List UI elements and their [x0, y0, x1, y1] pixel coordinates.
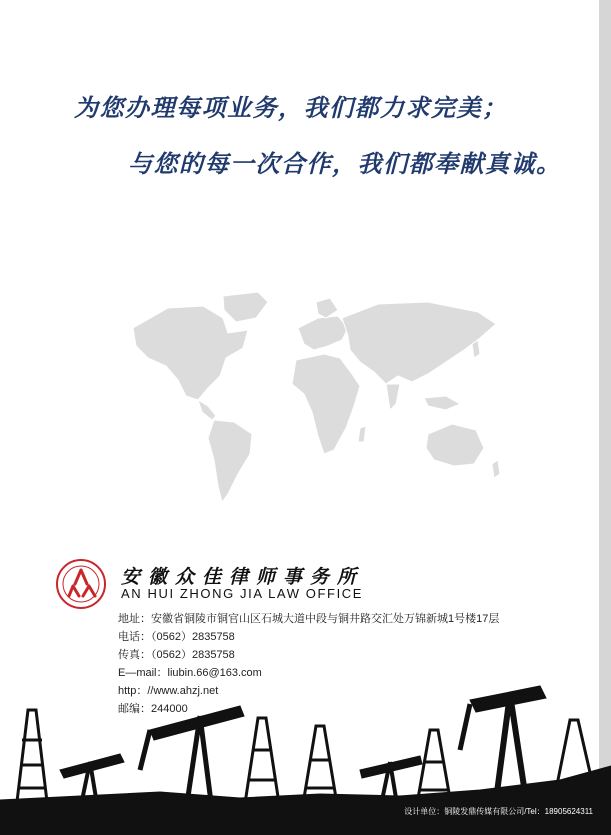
- postcode-line: 邮编：244000: [118, 703, 188, 715]
- address-line: 地址：安徽省铜陵市铜官山区石城大道中段与铜井路交汇处万锦新城1号楼17层: [118, 613, 500, 625]
- firm-name-chinese: 安徽众佳律师事务所: [121, 566, 365, 588]
- email-line: E—mail：liubin.66@163.com: [118, 667, 262, 679]
- phone-line: 电话：（0562）2835758: [118, 631, 235, 643]
- slogan-line-1: 为您办理每项业务，我们都力求完美；: [74, 93, 508, 122]
- design-credit: 设计单位：铜陵发鼎传媒有限公司/Tel：18905624311: [404, 807, 593, 816]
- fax-line: 传真：（0562）2835758: [118, 649, 235, 661]
- world-map-image: [128, 288, 508, 508]
- firm-logo-seal: [55, 558, 107, 610]
- website-line: http：//www.ahzj.net: [118, 685, 219, 697]
- slogan-line-2: 与您的每一次合作，我们都奉献真诚。: [128, 149, 562, 178]
- firm-name-english: AN HUI ZHONG JIA LAW OFFICE: [121, 586, 364, 601]
